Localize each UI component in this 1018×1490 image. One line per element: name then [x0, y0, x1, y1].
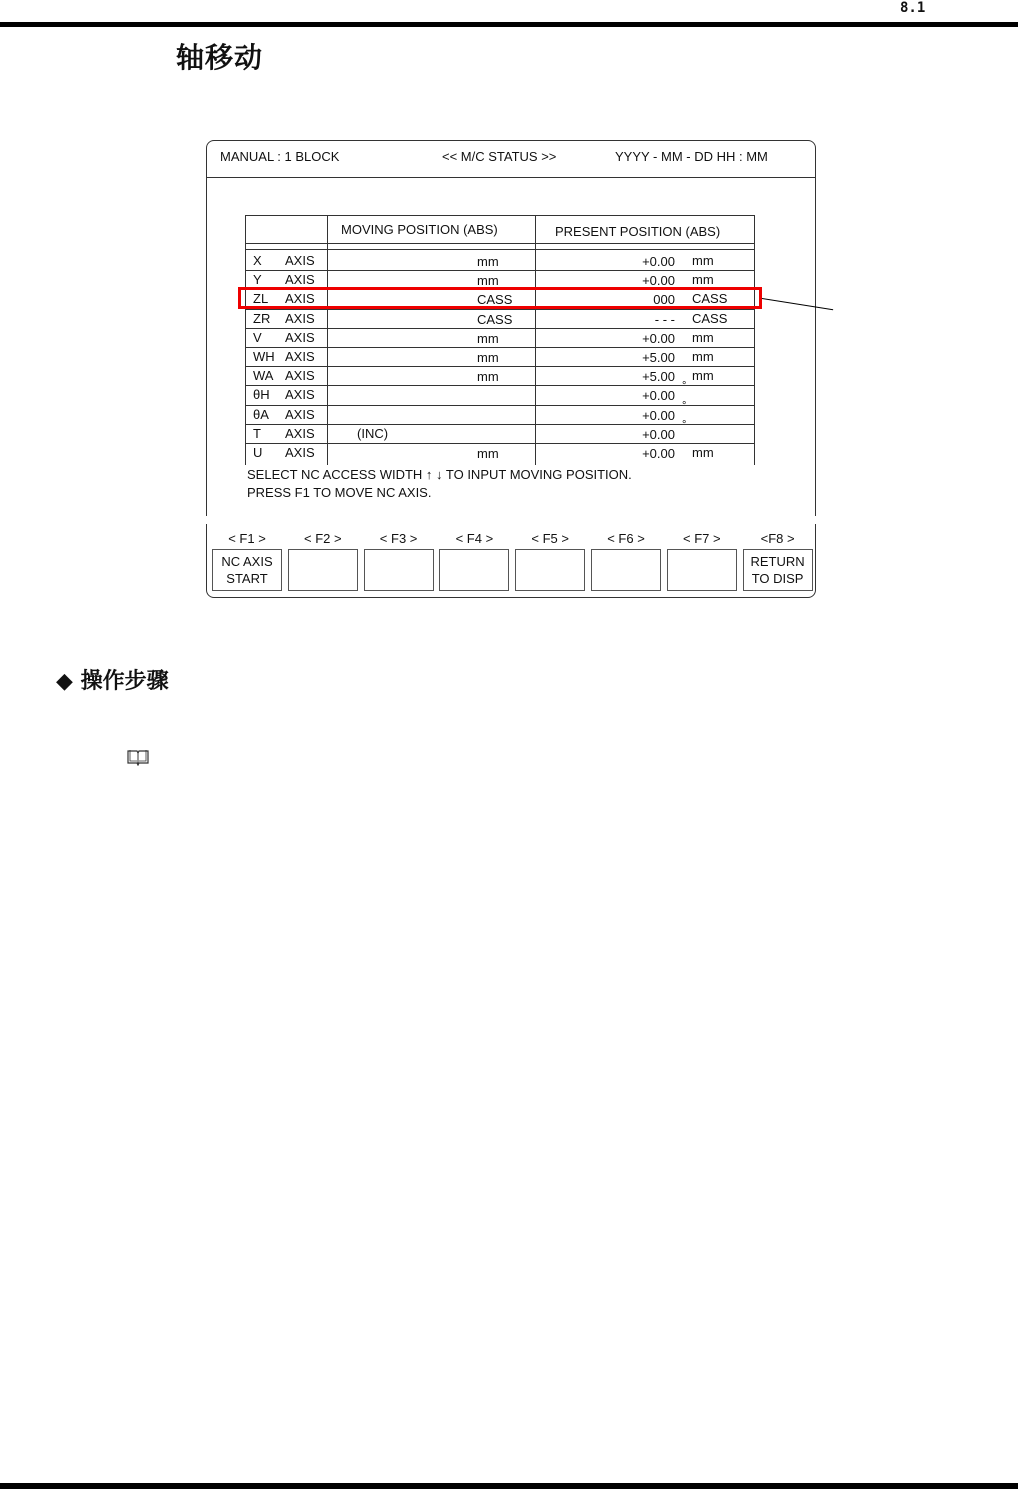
axis-name: WH [253, 349, 275, 364]
present-position-value: +0.00 [642, 330, 675, 346]
axis-word: AXIS [285, 310, 315, 326]
fkey-button-f8[interactable] [743, 549, 813, 591]
present-position-unit: mm [692, 253, 714, 268]
axis-name: V [253, 329, 262, 345]
present-position-unit: CASS [692, 310, 728, 326]
axis-word: AXIS [285, 253, 315, 268]
present-position-value: +0.00 [642, 273, 675, 289]
present-position-header: PRESENT POSITION (ABS) [555, 224, 721, 239]
present-position-value: +0.00 [642, 446, 675, 461]
present-position-value: - - - [654, 311, 675, 327]
moving-position-cell: mm [477, 350, 499, 365]
present-position-unit: CASS [692, 291, 728, 307]
fkey-button-f7[interactable] [667, 549, 737, 591]
fkey-button-f2[interactable] [288, 549, 358, 591]
machine-screen [206, 140, 816, 598]
axis-name: ZL [253, 291, 269, 307]
fkey-label-f1: < F1 > [228, 531, 266, 546]
diamond-icon: ◆ [56, 669, 73, 694]
fkey-label-f5: < F5 > [531, 531, 569, 546]
axis-name: T [253, 425, 261, 441]
axis-name: WA [253, 368, 274, 384]
fkey-button-f6[interactable] [591, 549, 661, 591]
datetime-label: YYYY - MM - DD HH : MM [615, 149, 768, 164]
present-position-value: +0.00 [642, 426, 675, 442]
bottom-rule [0, 1483, 1018, 1489]
axis-word: AXIS [285, 329, 315, 345]
axis-position-table [245, 215, 755, 465]
procedure-heading-text: 操作步骤 [80, 669, 169, 694]
present-position-unit: mm [692, 272, 714, 288]
moving-position-cell: (INC) [357, 425, 389, 441]
mode-label: MANUAL : 1 BLOCK [220, 149, 340, 164]
procedure-heading [56, 664, 169, 695]
present-position-unit: mm [692, 368, 714, 384]
axis-name: ZR [253, 310, 271, 326]
header-divider [207, 177, 815, 178]
present-position-unit: ° [682, 418, 687, 431]
moving-position-cell: mm [477, 273, 499, 289]
axis-word: AXIS [285, 445, 315, 460]
book-icon [126, 748, 150, 766]
present-position-value: +0.00 [642, 254, 675, 269]
moving-position-cell: mm [477, 369, 499, 385]
instruction-line-1: SELECT NC ACCESS WIDTH ↑ ↓ TO INPUT MOVING POSITION. [247, 467, 632, 482]
axis-word: AXIS [285, 349, 315, 364]
fkey-label-f4: < F4 > [455, 531, 494, 546]
present-position-unit: mm [692, 329, 714, 345]
axis-word: AXIS [285, 425, 315, 441]
page-title: 轴移动 [176, 41, 264, 74]
moving-position-cell: CASS [477, 311, 513, 327]
moving-position-cell: mm [477, 254, 499, 269]
section-number: 8.1 [900, 0, 926, 16]
moving-position-cell: CASS [477, 292, 513, 308]
axis-name: X [253, 253, 262, 268]
fkey-button-f3[interactable] [364, 549, 434, 591]
present-position-value: +5.00 [642, 350, 675, 365]
fkey-button-f5[interactable] [515, 549, 585, 591]
axis-word: AXIS [285, 387, 315, 403]
axis-name: θH [253, 387, 270, 403]
axis-name: Y [253, 272, 262, 288]
present-position-value: +0.00 [642, 388, 675, 404]
zl-axis-highlight [238, 287, 762, 309]
axis-word: AXIS [285, 272, 315, 288]
fkey-label-f8: <F8 > [760, 531, 795, 546]
axis-word: AXIS [285, 406, 315, 422]
present-position-value: +5.00 [642, 369, 675, 385]
fkey-label-f2: < F2 > [304, 531, 342, 546]
moving-position-cell: mm [477, 330, 499, 346]
present-position-unit: ° [682, 380, 687, 393]
present-position-value: +0.00 [642, 407, 675, 423]
machine-status-label: << M/C STATUS >> [442, 149, 557, 164]
top-rule [0, 22, 1018, 27]
axis-name: U [253, 445, 263, 460]
moving-position-header: MOVING POSITION (ABS) [341, 222, 498, 237]
fkey-button-f1[interactable] [212, 549, 282, 591]
fkey-label-f3: < F3 > [379, 531, 418, 546]
present-position-unit: ° [682, 399, 687, 412]
fkey-label-f6: < F6 > [607, 531, 645, 546]
present-position-value: 000 [653, 292, 675, 308]
instruction-line-2: PRESS F1 TO MOVE NC AXIS. [247, 485, 432, 500]
fkey-button-f4[interactable] [439, 549, 509, 591]
axis-word: AXIS [285, 368, 315, 384]
present-position-unit: mm [692, 445, 714, 460]
moving-position-cell: mm [477, 446, 499, 461]
fkey-button-text: NC AXIS START [221, 554, 273, 586]
fkey-button-text: RETURN TO DISP [750, 554, 805, 586]
axis-name: θA [253, 406, 269, 422]
present-position-unit: mm [692, 349, 714, 364]
fkey-label-f7: < F7 > [683, 531, 721, 546]
axis-word: AXIS [285, 291, 315, 307]
